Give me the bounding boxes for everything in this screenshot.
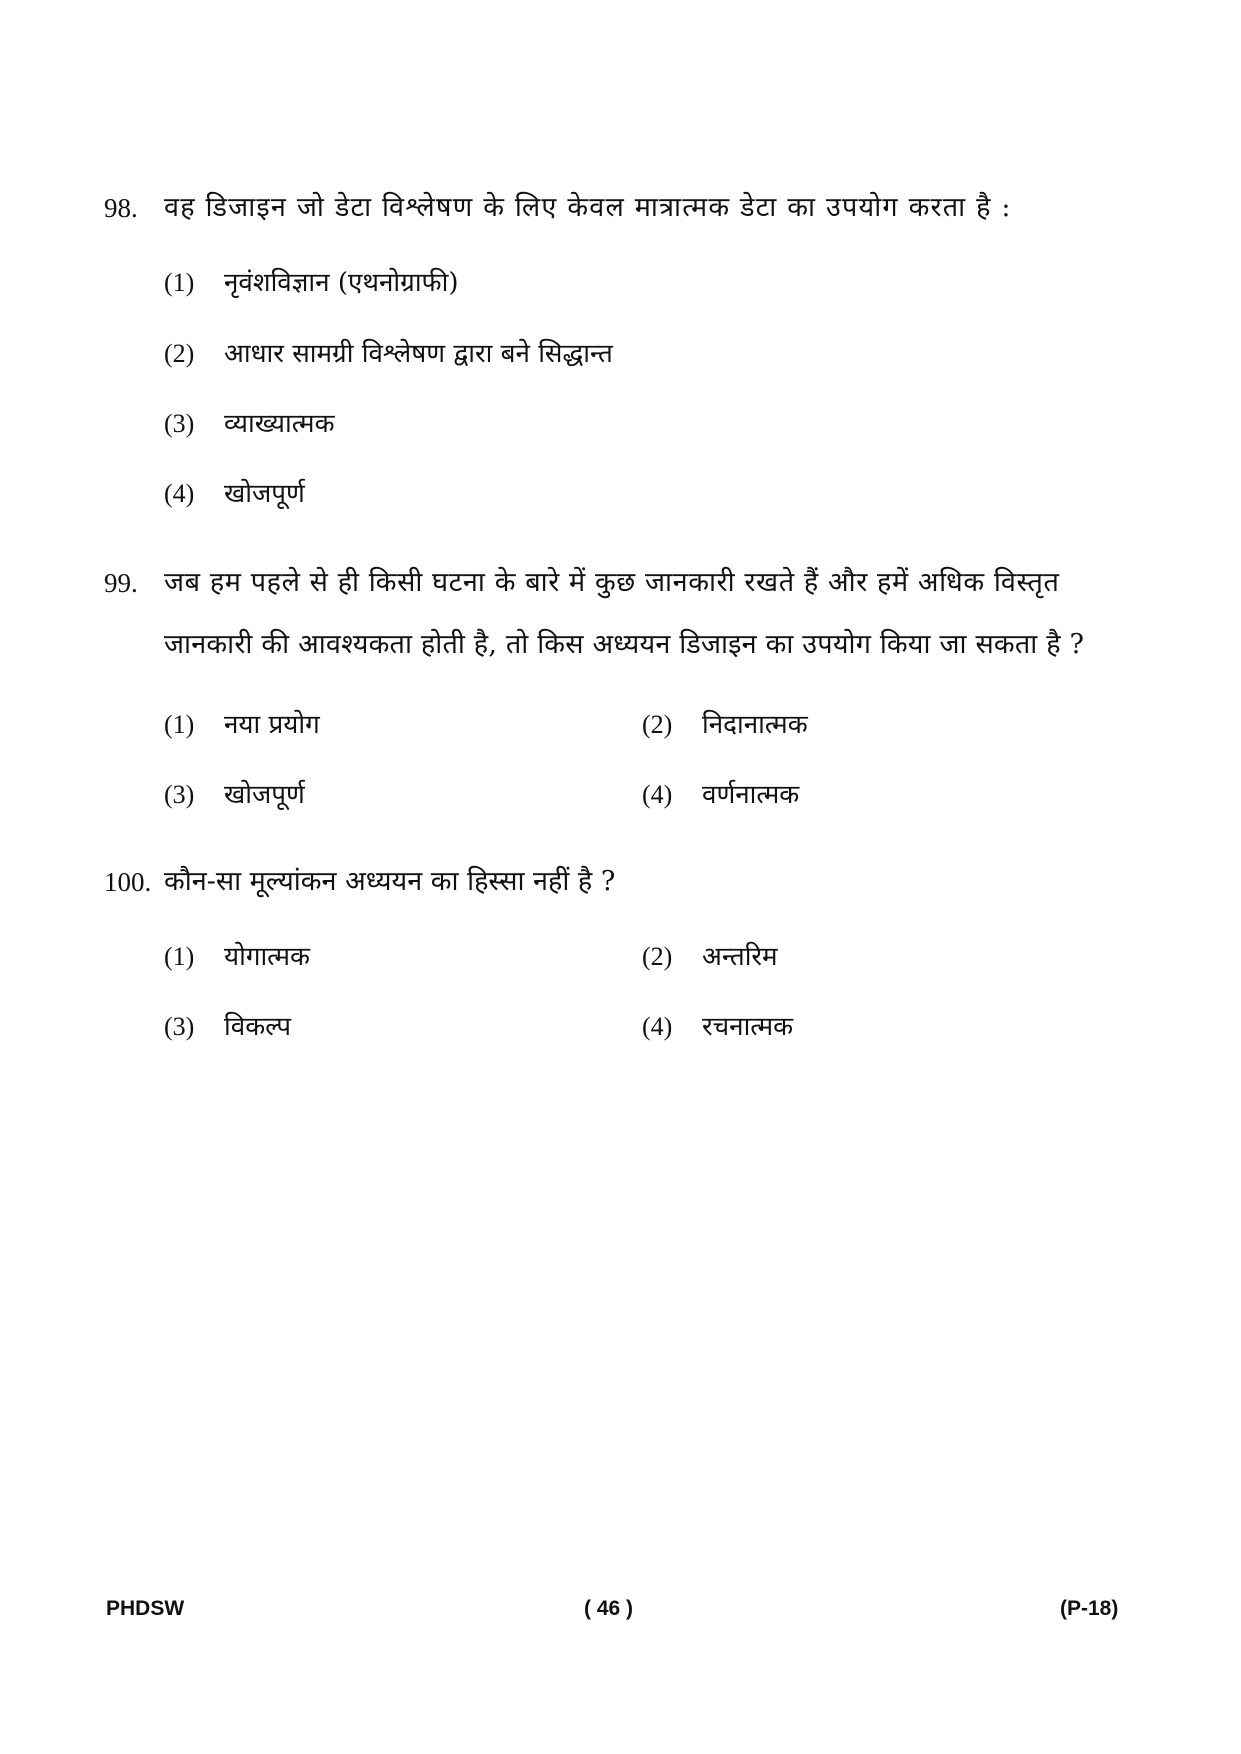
option-text: रचनात्मक xyxy=(702,1012,794,1042)
option-number: (4) xyxy=(642,780,673,809)
question-number: 98. xyxy=(104,193,138,223)
footer-page-number: ( 46 ) xyxy=(584,1597,634,1620)
question-number: 100. xyxy=(104,867,152,897)
option-text: विकल्प xyxy=(224,1012,292,1042)
question-text: कौन-सा मूल्यांकन अध्ययन का हिस्सा नहीं है ? xyxy=(164,866,616,897)
option-text: अन्तरिम xyxy=(702,942,778,972)
option-text: वर्णनात्मक xyxy=(702,780,800,810)
option-number: (3) xyxy=(164,780,195,809)
option-text: नृवंशविज्ञान (एथनोग्राफी) xyxy=(224,268,459,298)
option-text: व्याख्यात्मक xyxy=(224,409,335,439)
option-number: (3) xyxy=(164,1012,195,1041)
question-text-line1: जब हम पहले से ही किसी घटना के बारे में कुछ जानकारी रखते हैं और हमें अधिक विस्तृत xyxy=(164,567,1060,598)
option-number: (1) xyxy=(164,268,195,297)
option-number: (2) xyxy=(164,339,195,368)
option-number: (2) xyxy=(642,942,673,971)
footer-set-code: (P-18) xyxy=(1060,1597,1119,1620)
option-text: खोजपूर्ण xyxy=(224,479,305,509)
option-number: (4) xyxy=(164,479,195,508)
option-number: (3) xyxy=(164,409,195,438)
option-number: (4) xyxy=(642,1012,673,1041)
option-text: योगात्मक xyxy=(224,942,311,972)
option-number: (2) xyxy=(642,710,673,739)
option-text: आधार सामग्री विश्लेषण द्वारा बने सिद्धान्त xyxy=(224,339,613,369)
question-text-line2: जानकारी की आवश्यकता होती है, तो किस अध्ययन डिजाइन का उपयोग किया जा सकता है ? xyxy=(164,629,1085,660)
question-number: 99. xyxy=(104,568,138,598)
footer-paper-code: PHDSW xyxy=(106,1597,185,1620)
option-text: खोजपूर्ण xyxy=(224,780,305,810)
option-text: नया प्रयोग xyxy=(224,710,320,740)
option-text: निदानात्मक xyxy=(702,710,808,740)
option-number: (1) xyxy=(164,710,195,739)
question-text: वह डिजाइन जो डेटा विश्लेषण के लिए केवल मात्रात्मक डेटा का उपयोग करता है : xyxy=(164,192,1012,223)
option-number: (1) xyxy=(164,942,195,971)
